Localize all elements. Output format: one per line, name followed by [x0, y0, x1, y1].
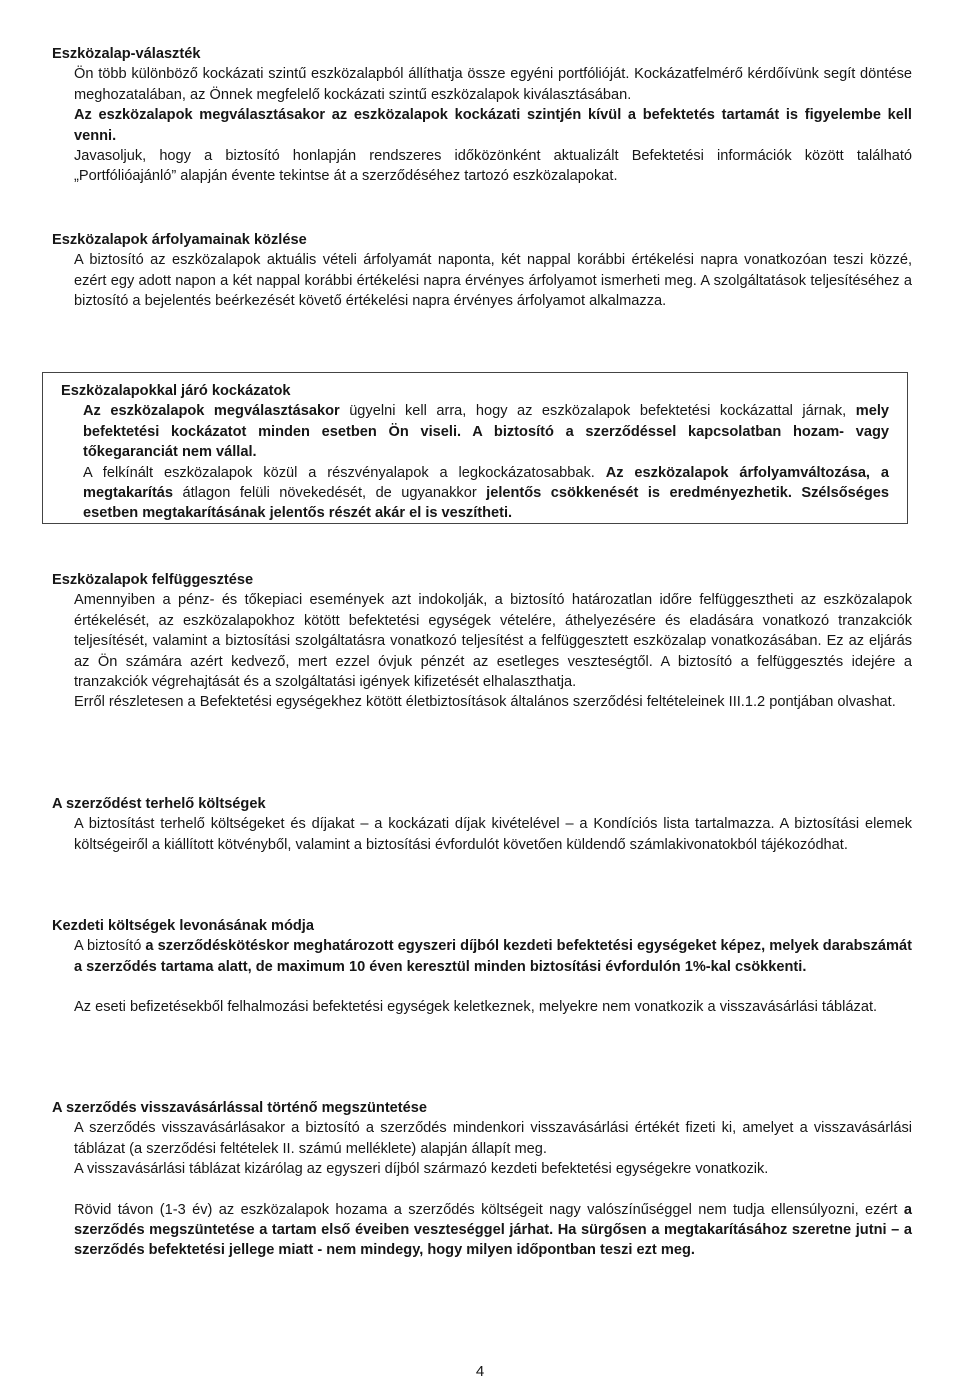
paragraph: A biztosító az eszközalapok aktuális vételi árfolyamát naponta, két nappal korábbi értékelési napra vonatkozóan teszi közzé, ezért egy adott napon a két nappal korábbi értékelési napra érvényes árfolyamot ismerheti meg. A szolgáltatások teljesítéséhez a biztosító a bejelentés beérkezését követő értékelési napra érvényes árfolyamot alkalmazza. — [74, 252, 912, 310]
body-rates — [52, 250, 912, 311]
body-costs — [52, 814, 912, 855]
paragraph: A biztosítást terhelő költségeket és díjakat – a kockázati díjak kivételével – a Kondíciós lista tartalmazza. A biztosítási elemek költségeiről a kiállított kötvényből, valamint a biztosítási évfordulót követően küldendő számlakivonatokból tájékozódhat. — [74, 816, 912, 853]
heading-rates: Eszközalapok árfolyamainak közlése — [52, 232, 307, 248]
paragraph: A felkínált eszközalapok közül a részvényalapok a legkockázatosabbak. Az eszközalapok árfolyamváltozása, a megtakarítás átlagon felüli növekedését, de ugyanakkor jelentős csökkenését is eredményezhetik. Szélsőséges esetben megtakarításának jelentős részét akár el is veszítheti. — [83, 464, 889, 522]
heading-portfolio: Eszközalap-választék — [52, 46, 201, 62]
heading-costs: A szerződést terhelő költségek — [52, 796, 266, 812]
section-termination — [52, 1098, 912, 1261]
paragraph-bold: Az eszközalapok megválasztásakor az eszközalapok kockázati szintjén kívül a befektetés tartamát is figyelembe kell venni. — [74, 107, 912, 144]
paragraph: Rövid távon (1-3 év) az eszközalapok hozama a szerződés költségeit nagy valószínűséggel nem tudja ellensúlyozni, ezért a szerződés megszüntetése a tartam első éveiben veszteséggel járhat. Ha sürgősen a megtakarításához szeretne jutni – a szerződés befektetési jellege miatt - nem mindegy, hogy milyen időpontban teszi ezt meg. — [74, 1201, 912, 1259]
section-portfolio — [52, 44, 912, 187]
section-costs — [52, 794, 912, 855]
paragraph: A visszavásárlási táblázat kizárólag az egyszeri díjból származó kezdeti befektetési egységekre vonatkozik. — [74, 1161, 769, 1178]
heading-termination: A szerződés visszavásárlással történő megszüntetése — [52, 1100, 428, 1116]
paragraph: Ön több különböző kockázati szintű eszközalapból állíthatja össze egyéni portfólióját. Kockázatfelmérő kérdőívünk segít döntése meghozatalában, az Önnek megfelelő kockázati szintű eszközalapok kiválasztásában. — [74, 66, 912, 103]
page-number: 4 — [475, 1363, 485, 1380]
spacer — [74, 1180, 912, 1200]
paragraph: Az eseti befizetésekből felhalmozási befektetési egységek keletkeznek, melyekre nem vonatkozik a visszavásárlási táblázat. — [74, 999, 878, 1016]
body-termination — [52, 1118, 912, 1260]
body-initial — [52, 936, 912, 1017]
paragraph: A szerződés visszavásárlásakor a biztosító a szerződés mindenkori visszavásárlási értékét fizeti ki, amelyet a visszavásárlási táblázat (a szerződési feltételek II. számú melléklete) alapján állapít meg. — [74, 1120, 912, 1157]
paragraph: A biztosító a szerződéskötéskor meghatározott egyszeri díjból kezdeti befektetési egységeket képez, melyek darabszámát a szerződés tartama alatt, de maximum 10 éven keresztül minden biztosítási évfordulón 1%-kal csökkenti. — [74, 938, 913, 975]
paragraph: Erről részletesen a Befektetési egységekhez kötött életbiztosítások általános szerződési feltételeinek III.1.2 pontjában olvashat. — [74, 694, 896, 711]
body-suspension — [52, 590, 912, 712]
risk-box — [42, 372, 908, 524]
paragraph: Az eszközalapok megválasztásakor ügyelni kell arra, hogy az eszközalapok befektetési kockázattal járnak, mely befektetési kockázatot minden esetben Ön viseli. A biztosító a szerződéssel kapcsolatban hozam- vagy tőkegaranciát nem vállal. — [83, 403, 890, 461]
paragraph: Amennyiben a pénz- és tőkepiaci események azt indokolják, a biztosító határozatlan időre felfüggesztheti az eszközalapok értékelését, az eszközalapokhoz kötött befektetési egységek vételére, áthelyezésére és eladására vonatkozó tranzakciók teljesítését, valamint a biztosítási szolgáltatásra vonatkozó teljesítést a felfüggesztett eszközalap vonatkozásában. Ez az eljárás az Ön számára azért kedvező, mert ezzel óvjuk pénzét az esetleges veszteségtől. A biztosító a felfüggesztés idejére a tranzakciók végrehajtását és a szolgáltatási igények kifizetését elhalaszthatja. — [74, 592, 912, 691]
body-portfolio — [52, 64, 912, 186]
section-initial — [52, 916, 912, 1018]
section-suspension — [52, 570, 912, 713]
paragraph: Javasoljuk, hogy a biztosító honlapján rendszeres időközönként aktualizált Befektetési információk között található „Portfólióajánló” alapján évente tekintse át a szerződéséhez tartozó eszközalapokat. — [74, 148, 912, 185]
section-rates — [52, 230, 912, 312]
heading-risks: Eszközalapokkal járó kockázatok — [61, 383, 291, 399]
heading-suspension: Eszközalapok felfüggesztése — [52, 572, 254, 588]
heading-initial: Kezdeti költségek levonásának módja — [52, 918, 314, 934]
spacer — [74, 977, 912, 997]
body-risks — [61, 401, 889, 523]
